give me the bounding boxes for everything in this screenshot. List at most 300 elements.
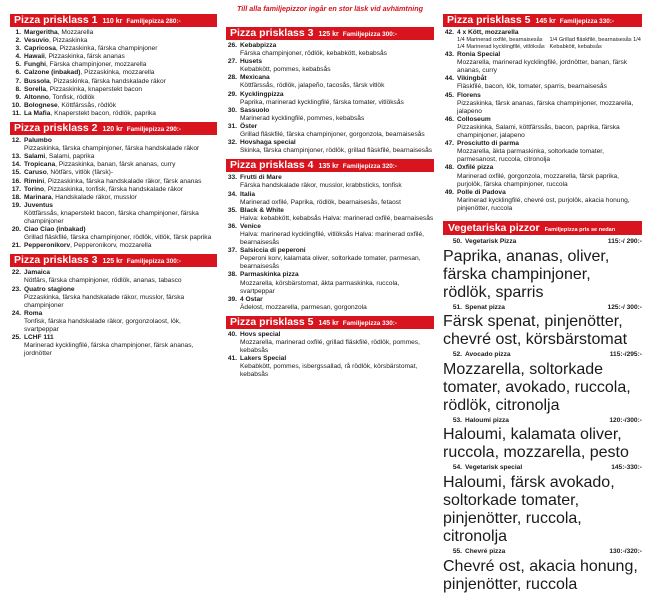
item-body: Caruso, Nötfärs, vitlök (färsk)- bbox=[24, 169, 114, 177]
section-prisklass-5-a bbox=[226, 316, 434, 380]
item-description: Pizzaskinka, färsk ananas bbox=[48, 53, 125, 61]
item-body bbox=[457, 140, 642, 164]
item-description: Mozzarella, soltorkade tomater, avokado, ruccola, rödlök, citronolja bbox=[443, 360, 631, 414]
menu-item bbox=[10, 45, 217, 53]
menu-item bbox=[10, 53, 217, 61]
item-number: 5. bbox=[15, 61, 21, 69]
family-price: Familjepizza 280:- bbox=[126, 18, 181, 25]
menu-item bbox=[10, 242, 217, 250]
item-description: Pizzaskinka, färska champinjoner bbox=[59, 45, 158, 53]
menu-item bbox=[226, 207, 434, 223]
item-number: 25. bbox=[11, 334, 21, 342]
item-body: Altonno, Tonfisk, rödlök bbox=[24, 93, 95, 101]
menu-item bbox=[226, 74, 434, 90]
item-number: 27. bbox=[227, 58, 237, 66]
item-description: 1/4 Marinerad oxfilé, bearnaisesås 1/4 Marinerad kycklingfilé, vitlöksås bbox=[457, 37, 545, 51]
item-number: 6. bbox=[15, 69, 21, 77]
item-body bbox=[24, 269, 217, 285]
item-number: 28. bbox=[227, 74, 237, 82]
item-body bbox=[240, 91, 434, 107]
item-name: Torino bbox=[24, 185, 45, 193]
veg-item bbox=[443, 304, 642, 350]
item-number: 21. bbox=[11, 242, 21, 250]
item-description: Kebabkött, pommes, isbergssallad, rå rödlök, körsbärstomat, kebabsås bbox=[240, 363, 418, 379]
item-body: La Mafia, Knaperstekt bacon, rödlök, paprika bbox=[24, 109, 156, 117]
item-number: 18. bbox=[11, 193, 21, 201]
item-number: 15. bbox=[11, 169, 21, 177]
menu-item bbox=[10, 202, 217, 226]
item-description: Färska champinjoner, rödlök, kebabkött, kebabsås bbox=[240, 50, 387, 58]
item-body: Calzone (inbakad), Pizzaskinka, mozzarella bbox=[24, 69, 155, 77]
section-header bbox=[10, 254, 217, 267]
section-header-vegetarian bbox=[443, 221, 642, 235]
item-body: Torino, Pizzaskinka, tonfisk, färska handskalade räkor bbox=[24, 185, 183, 193]
family-price: Familjepizza pris se nedan bbox=[544, 226, 616, 233]
item-number: 34. bbox=[227, 190, 237, 198]
item-name: Lakers Special bbox=[240, 355, 287, 363]
menu-item bbox=[10, 110, 217, 118]
item-name: Avocado pizza bbox=[465, 351, 511, 359]
item-number: 53. bbox=[452, 416, 462, 424]
family-price: Familjepizza 290:- bbox=[126, 126, 182, 134]
item-description: Peperoni korv, kalamata oliver, soltorkade tomater, parmesan, bearnaisesås bbox=[240, 255, 421, 271]
menu-item bbox=[226, 139, 434, 155]
section-prisklass-2 bbox=[10, 122, 217, 250]
section-header bbox=[226, 316, 434, 329]
item-name: Bolognese bbox=[24, 101, 58, 109]
item-description: Chevré ost, akacia honung, pinjenötter, ruccola bbox=[443, 557, 638, 593]
section-header bbox=[226, 27, 434, 40]
veg-item-row bbox=[443, 548, 642, 556]
item-body: Vesuvio, Pizzaskinka bbox=[24, 37, 88, 45]
item-body: Sorella, Pizzaskinka, knaperstekt bacon bbox=[24, 85, 143, 93]
item-description: Pizzaskinka, färska handskalade räkor bbox=[53, 77, 166, 85]
menu-item bbox=[10, 102, 217, 110]
menu-item bbox=[443, 75, 642, 91]
menu-item bbox=[226, 223, 434, 247]
item-number: 11. bbox=[12, 109, 21, 117]
item-body: Salami, Salami, paprika bbox=[24, 153, 95, 161]
section-title: Pizza prisklass 3 bbox=[230, 27, 314, 39]
item-body: Bolognese, Köttfärssås, rödlök bbox=[24, 101, 116, 109]
item-name: LCHF 111 bbox=[24, 334, 54, 342]
item-number: 14. bbox=[11, 161, 21, 169]
item-description: Mozzarella, marinerad kycklingfilé, jordnötter, banan, färsk ananas, curry bbox=[457, 59, 628, 75]
item-price: 115:-/295:- bbox=[609, 351, 642, 359]
family-price: Familjepizza 300:- bbox=[126, 258, 182, 266]
section-prisklass-3-b bbox=[226, 27, 434, 155]
item-price: 130:-/320:- bbox=[609, 547, 642, 555]
item-description: Handskalade räkor, musslor bbox=[55, 193, 137, 201]
menu-item bbox=[10, 153, 217, 161]
item-description: Halva: kebabkött, kebabsås Halva: marinerad oxfilé, bearnaisesås bbox=[240, 214, 434, 222]
item-description: Fläskfilé, bacon, lök, tomater, sparris, bearnaisesås bbox=[457, 83, 607, 91]
section-title: Pizza prisklass 5 bbox=[447, 14, 531, 26]
section-price: 120 kr bbox=[102, 126, 123, 134]
item-name: Parmaskinka pizza bbox=[240, 271, 299, 279]
section-prisklass-5-b bbox=[443, 14, 642, 213]
item-name: Roma bbox=[24, 309, 43, 317]
item-description: Pepperonikorv, mozzarella bbox=[73, 242, 152, 250]
section-title: Pizza prisklass 4 bbox=[230, 159, 314, 172]
menu-column-1 bbox=[10, 14, 217, 475]
item-body bbox=[240, 74, 434, 90]
item-name: Rimini bbox=[24, 177, 45, 185]
item-description: Pizzaskinka, mozzarella bbox=[84, 69, 155, 77]
item-name: Vegetarisk special bbox=[465, 464, 523, 472]
item-number: 29. bbox=[227, 90, 237, 98]
item-name: Haloumi pizza bbox=[465, 416, 509, 424]
item-name: Ciao Ciao (inbakad) bbox=[24, 226, 86, 234]
item-description: Marinerad kycklingfilé, chevré ost, purjolök, akacia honung, pinjenötter, ruccola bbox=[457, 196, 630, 212]
item-name: Ronia Special bbox=[457, 51, 501, 59]
item-price: 145:-330:- bbox=[611, 464, 642, 472]
item-description: Pizzaskinka, knaperstekt bacon bbox=[49, 85, 143, 93]
item-name: Chevré pizza bbox=[465, 547, 506, 555]
menu-item bbox=[10, 269, 217, 285]
item-number: 19. bbox=[11, 201, 21, 209]
item-name: La Mafia bbox=[24, 109, 51, 117]
menu-item bbox=[226, 296, 434, 312]
item-number: 3. bbox=[15, 45, 21, 53]
item-body bbox=[457, 75, 642, 91]
item-description: Mozzarella bbox=[61, 29, 94, 36]
item-description: Kebabkött, pommes, kebabsås bbox=[240, 66, 331, 74]
item-description: Ädelost, mozzarella, parmesan, gorgonzola bbox=[240, 303, 367, 311]
item-body: Rimini, Pizzaskinka, färska handskalade räkor, färsk ananas bbox=[24, 177, 202, 185]
item-number: 54. bbox=[452, 464, 462, 472]
family-price: Familjepizza 330:- bbox=[342, 319, 398, 327]
section-price: 145 kr bbox=[535, 18, 556, 25]
item-number: 10. bbox=[11, 101, 21, 109]
menu-item bbox=[10, 161, 217, 169]
item-description: Pizzaskinka, färsk ananas, färska champinjoner, mozzarella, jalapeno bbox=[457, 99, 634, 115]
menu-item bbox=[10, 194, 217, 202]
item-name: Jamaica bbox=[24, 269, 51, 277]
item-body: Bussola, Pizzaskinka, färska handskalade räkor bbox=[24, 77, 166, 85]
item-price: 115:-/ 290:- bbox=[607, 237, 642, 245]
menu-item bbox=[10, 334, 217, 358]
item-name: Calzone (inbakad) bbox=[24, 69, 81, 77]
item-description: Skinka, färska champinjoner, rödlök, grillad fläskfilé, bearnaisesås bbox=[240, 147, 433, 155]
item-number: 50. bbox=[452, 237, 462, 245]
menu-item bbox=[443, 140, 642, 164]
item-name: 4 x Kött, mozzarella bbox=[457, 29, 519, 36]
section-price: 135 kr bbox=[318, 163, 339, 171]
item-description: Pizzaskinka, tonfisk, färska handskalade räkor bbox=[47, 185, 183, 193]
item-description: Grillad fläskfilé, färska champinjoner, gorgonzola, bearnaisesås bbox=[240, 131, 425, 139]
item-description: Salami, paprika bbox=[48, 153, 95, 161]
item-description: Köttfärssås, knaperstekt bacon, färska champinjoner, färska champinjoner bbox=[24, 209, 199, 225]
family-price: Familjepizza 330:- bbox=[559, 18, 615, 25]
veg-item-row bbox=[443, 304, 642, 312]
item-name: Colloseum bbox=[457, 115, 491, 123]
item-price: 120:-/300:- bbox=[609, 416, 642, 424]
item-number: 26. bbox=[227, 42, 237, 49]
item-number: 23. bbox=[11, 285, 21, 293]
item-number: 49. bbox=[444, 188, 454, 196]
menu-item bbox=[443, 164, 642, 188]
item-name: Kebabpizza bbox=[240, 42, 277, 49]
item-body bbox=[24, 226, 217, 242]
veg-item-row bbox=[443, 417, 642, 425]
menu-item bbox=[10, 61, 217, 69]
item-number: 41. bbox=[227, 355, 237, 363]
item-body bbox=[240, 296, 434, 312]
item-body bbox=[240, 247, 434, 271]
item-name: Vesuvio bbox=[24, 37, 49, 45]
item-name: Florens bbox=[457, 91, 481, 99]
item-number: 16. bbox=[11, 177, 21, 185]
family-pizza-notice: Till alla familjepizzor ingår en stor läsk vid avhämtning bbox=[237, 4, 423, 13]
vegetarian-list bbox=[443, 238, 642, 594]
item-description: 1/4 Grillad fläskfilé, bearnaisesås 1/4 Kebabkött, kebabsås bbox=[549, 37, 641, 51]
item-number: 55. bbox=[452, 547, 462, 555]
item-name: Hovshaga special bbox=[240, 139, 296, 147]
menu-item bbox=[443, 116, 642, 140]
item-number: 2. bbox=[15, 37, 21, 45]
item-body bbox=[457, 164, 642, 188]
menu-item bbox=[10, 37, 217, 45]
item-body: Funghi, Färska champinjoner, mozzarella bbox=[24, 61, 147, 69]
item-body bbox=[457, 51, 642, 75]
item-number: 7. bbox=[15, 77, 21, 85]
item-name: Salami bbox=[24, 153, 46, 161]
item-name: Sassuolo bbox=[240, 106, 270, 114]
veg-item-row bbox=[443, 351, 642, 359]
item-body bbox=[240, 223, 434, 247]
item-body bbox=[24, 202, 217, 226]
veg-item bbox=[443, 238, 642, 302]
item-body bbox=[457, 92, 642, 116]
section-price: 125 kr bbox=[318, 31, 339, 38]
item-body bbox=[24, 310, 217, 334]
item-description: Paprika, ananas, oliver, färska champinjoner, rödlök, sparris bbox=[443, 247, 610, 301]
menu-item bbox=[10, 69, 217, 77]
menu-item bbox=[443, 51, 642, 75]
family-price: Familjepizza 320:- bbox=[342, 163, 398, 171]
item-number: 52. bbox=[452, 351, 462, 359]
item-name: Italia bbox=[240, 190, 256, 198]
item-description: Knaperstekt bacon, rödlök, paprika bbox=[54, 109, 156, 117]
section-prisklass-4 bbox=[226, 159, 434, 312]
menu-item bbox=[226, 107, 434, 123]
menu-item bbox=[10, 78, 217, 86]
menu-column-2 bbox=[226, 5, 434, 466]
section-price: 145 kr bbox=[318, 319, 339, 327]
item-number: 33. bbox=[227, 174, 237, 182]
item-name: Tropicana bbox=[24, 161, 56, 169]
item-description: Marinerad oxfilé, Paprika, rödlök, bearnaisesås, fetaost bbox=[240, 198, 401, 206]
menu-item bbox=[10, 94, 217, 102]
item-number: 12. bbox=[11, 137, 21, 145]
menu-item bbox=[226, 42, 434, 58]
section-prisklass-3-a bbox=[10, 254, 217, 358]
item-name: Venice bbox=[240, 222, 261, 230]
item-name: Kycklingpizza bbox=[240, 90, 284, 98]
item-body: Pepperonikorv, Pepperonikorv, mozzarella bbox=[24, 242, 152, 250]
item-body bbox=[457, 116, 642, 140]
item-name: Prosciutto di parma bbox=[457, 140, 519, 148]
section-title: Pizza prisklass 1 bbox=[14, 14, 98, 26]
item-number: 47. bbox=[444, 140, 454, 148]
item-description: Nötfärs, färska champinjoner, rödlök, ananas, tabasco bbox=[24, 277, 182, 285]
item-number: 38. bbox=[227, 271, 237, 279]
menu-item bbox=[226, 191, 434, 207]
item-body bbox=[240, 42, 434, 58]
item-description: Marinerad oxfilé, gorgonzola, mozzarella, färsk paprika, purjolök, färska champinjoner, ruccola bbox=[457, 172, 619, 188]
menu-item bbox=[226, 123, 434, 139]
item-description: Pizzaskinka, färska champinjoner, färska handskalade räkor bbox=[24, 145, 200, 153]
item-description: Pizzaskinka, färska handskalade räkor, färsk ananas bbox=[47, 177, 202, 185]
item-body bbox=[24, 286, 217, 310]
item-body bbox=[240, 123, 434, 139]
item-body bbox=[240, 174, 434, 190]
item-name: Öster bbox=[240, 122, 258, 130]
item-number: 9. bbox=[15, 93, 21, 101]
item-name: Hawaii bbox=[24, 53, 45, 61]
item-name: Caruso bbox=[24, 169, 47, 177]
item-description: Haloumi, färsk avokado, soltorkade tomater, pinjenötter, ruccola, citronolja bbox=[443, 473, 615, 545]
menu-item bbox=[443, 189, 642, 213]
item-body: Marinara, Handskalade räkor, musslor bbox=[24, 193, 137, 201]
item-name: Spenat pizza bbox=[465, 303, 505, 311]
item-number: 32. bbox=[227, 139, 237, 147]
item-number: 8. bbox=[15, 85, 21, 93]
menu-item bbox=[226, 91, 434, 107]
item-description: Tonfisk, färska handskalade räkor, gorgonzolaost, lök, svartpeppar bbox=[24, 317, 181, 333]
item-description: Färsk spenat, pinjenötter, chevré ost, körsbärstomat bbox=[443, 313, 628, 349]
section-header bbox=[443, 14, 642, 27]
item-body: Margeritha, Mozzarella bbox=[24, 29, 94, 36]
menu-item bbox=[226, 247, 434, 271]
item-number: 37. bbox=[227, 247, 237, 255]
menu-item bbox=[10, 137, 217, 153]
item-body: Capricosa, Pizzaskinka, färska champinjoner bbox=[24, 45, 158, 53]
menu-item bbox=[10, 286, 217, 310]
item-name: Husets bbox=[240, 58, 262, 66]
item-number: 13. bbox=[11, 153, 21, 161]
item-name: Oxfilé pizza bbox=[457, 164, 494, 172]
item-body bbox=[240, 331, 434, 355]
section-title: Pizza prisklass 5 bbox=[230, 315, 314, 328]
veg-item bbox=[443, 548, 642, 594]
section-title: Pizza prisklass 2 bbox=[14, 122, 98, 135]
veg-item bbox=[443, 464, 642, 546]
item-number: 39. bbox=[227, 295, 237, 303]
section-title: Vegetariska pizzor bbox=[448, 221, 540, 234]
item-name: Vegetarisk Pizza bbox=[465, 237, 517, 245]
item-name: Marinara bbox=[24, 193, 52, 201]
menu-item bbox=[226, 271, 434, 295]
item-name: Palumbo bbox=[24, 137, 52, 145]
item-number: 46. bbox=[444, 115, 454, 123]
item-description: Pizzaskinka, Salami, köttfärssås, bacon, paprika, färska champinjoner, jalapeno bbox=[457, 123, 620, 140]
item-description: Mozzarella, marinerad oxfilé, grillad fläskfilé, rödlök, pommes, kebabsås bbox=[240, 339, 420, 355]
item-description: Färska handskalade räkor, musslor, krabbsticks, tonfisk bbox=[240, 182, 402, 190]
item-description: Köttfärssås, rödlök bbox=[61, 101, 116, 109]
item-name: Capricosa bbox=[24, 45, 56, 53]
item-body: Hawaii, Pizzaskinka, färsk ananas bbox=[24, 53, 125, 61]
item-body bbox=[24, 334, 217, 358]
item-name: 4 Ostar bbox=[240, 295, 263, 303]
menu-item bbox=[10, 178, 217, 186]
veg-item bbox=[443, 417, 642, 463]
item-description: Grillad fläskfilé, färska champinjoner, rödlök, vitlök, färsk paprika bbox=[24, 234, 212, 242]
item-number: 43. bbox=[444, 51, 454, 59]
item-number: 44. bbox=[444, 75, 454, 83]
item-price: 125:-/ 300:- bbox=[607, 303, 642, 311]
item-name: Frutti di Mare bbox=[240, 174, 282, 182]
menu-item bbox=[10, 86, 217, 94]
menu-item bbox=[10, 169, 217, 177]
item-body bbox=[240, 207, 434, 223]
veg-item-row bbox=[443, 464, 642, 472]
section-title: Pizza prisklass 3 bbox=[14, 254, 98, 267]
section-price: 125 kr bbox=[102, 258, 123, 266]
item-body bbox=[240, 271, 434, 295]
item-number: 30. bbox=[227, 106, 237, 114]
item-number: 45. bbox=[444, 91, 454, 99]
item-description: Marinerad kycklingfilé, färska champinjoner, färsk ananas, jordnötter bbox=[24, 342, 194, 358]
item-description: Halva: marinerad kycklingfilé, vitlöksås Halva: marinerad oxfilé, bearnaisesås bbox=[240, 230, 424, 247]
item-number: 17. bbox=[11, 185, 21, 193]
item-name: Salsiccia di peperoni bbox=[240, 247, 306, 255]
item-description: Nötfärs, vitlök (färsk)- bbox=[50, 169, 114, 177]
item-body bbox=[240, 139, 434, 155]
item-description: Pizzaskinka, banan, färsk ananas, curry bbox=[58, 161, 176, 169]
item-name: Sorella bbox=[24, 85, 46, 93]
item-body: Tropicana, Pizzaskinka, banan, färsk ananas, curry bbox=[24, 161, 176, 169]
section-header bbox=[10, 122, 217, 135]
item-description: Pizzaskinka, färska handskalade räkor, musslor, färska champinjoner bbox=[24, 293, 185, 309]
section-header bbox=[226, 159, 434, 172]
item-number: 51. bbox=[452, 303, 462, 311]
item-name: Altonno bbox=[24, 93, 49, 101]
item-name: Hovs special bbox=[240, 330, 281, 338]
item-number: 22. bbox=[11, 269, 21, 277]
item-name: Bussola bbox=[24, 77, 50, 85]
family-price: Familjepizza 300:- bbox=[342, 31, 398, 38]
item-name: Margeritha bbox=[24, 29, 58, 36]
item-name: Pepperonikorv bbox=[24, 242, 71, 250]
menu-item bbox=[10, 226, 217, 242]
menu-item bbox=[443, 29, 642, 51]
item-body bbox=[240, 107, 434, 123]
item-name: Black & White bbox=[240, 206, 284, 214]
veg-item-row bbox=[443, 238, 642, 246]
menu-item bbox=[10, 310, 217, 334]
item-number: 36. bbox=[227, 222, 237, 230]
veg-item bbox=[443, 351, 642, 415]
item-description: Tonfisk, rödlök bbox=[52, 93, 95, 101]
menu-item bbox=[10, 29, 217, 37]
item-name: Quatro stagione bbox=[24, 285, 75, 293]
menu-item bbox=[443, 92, 642, 116]
item-name: Funghi bbox=[24, 61, 46, 69]
menu-item bbox=[226, 331, 434, 355]
item-description: Paprika, marinerad kycklingfilé, färska tomater, vitlöksås bbox=[240, 98, 404, 106]
menu-item bbox=[226, 58, 434, 74]
menu-item bbox=[10, 186, 217, 194]
item-name: Mexicana bbox=[240, 74, 270, 82]
item-body bbox=[240, 355, 434, 379]
menu-item bbox=[226, 355, 434, 379]
item-number: 35. bbox=[227, 206, 237, 214]
item-number: 31. bbox=[227, 122, 237, 130]
item-number: 24. bbox=[11, 309, 21, 317]
item-number: 48. bbox=[444, 164, 454, 172]
